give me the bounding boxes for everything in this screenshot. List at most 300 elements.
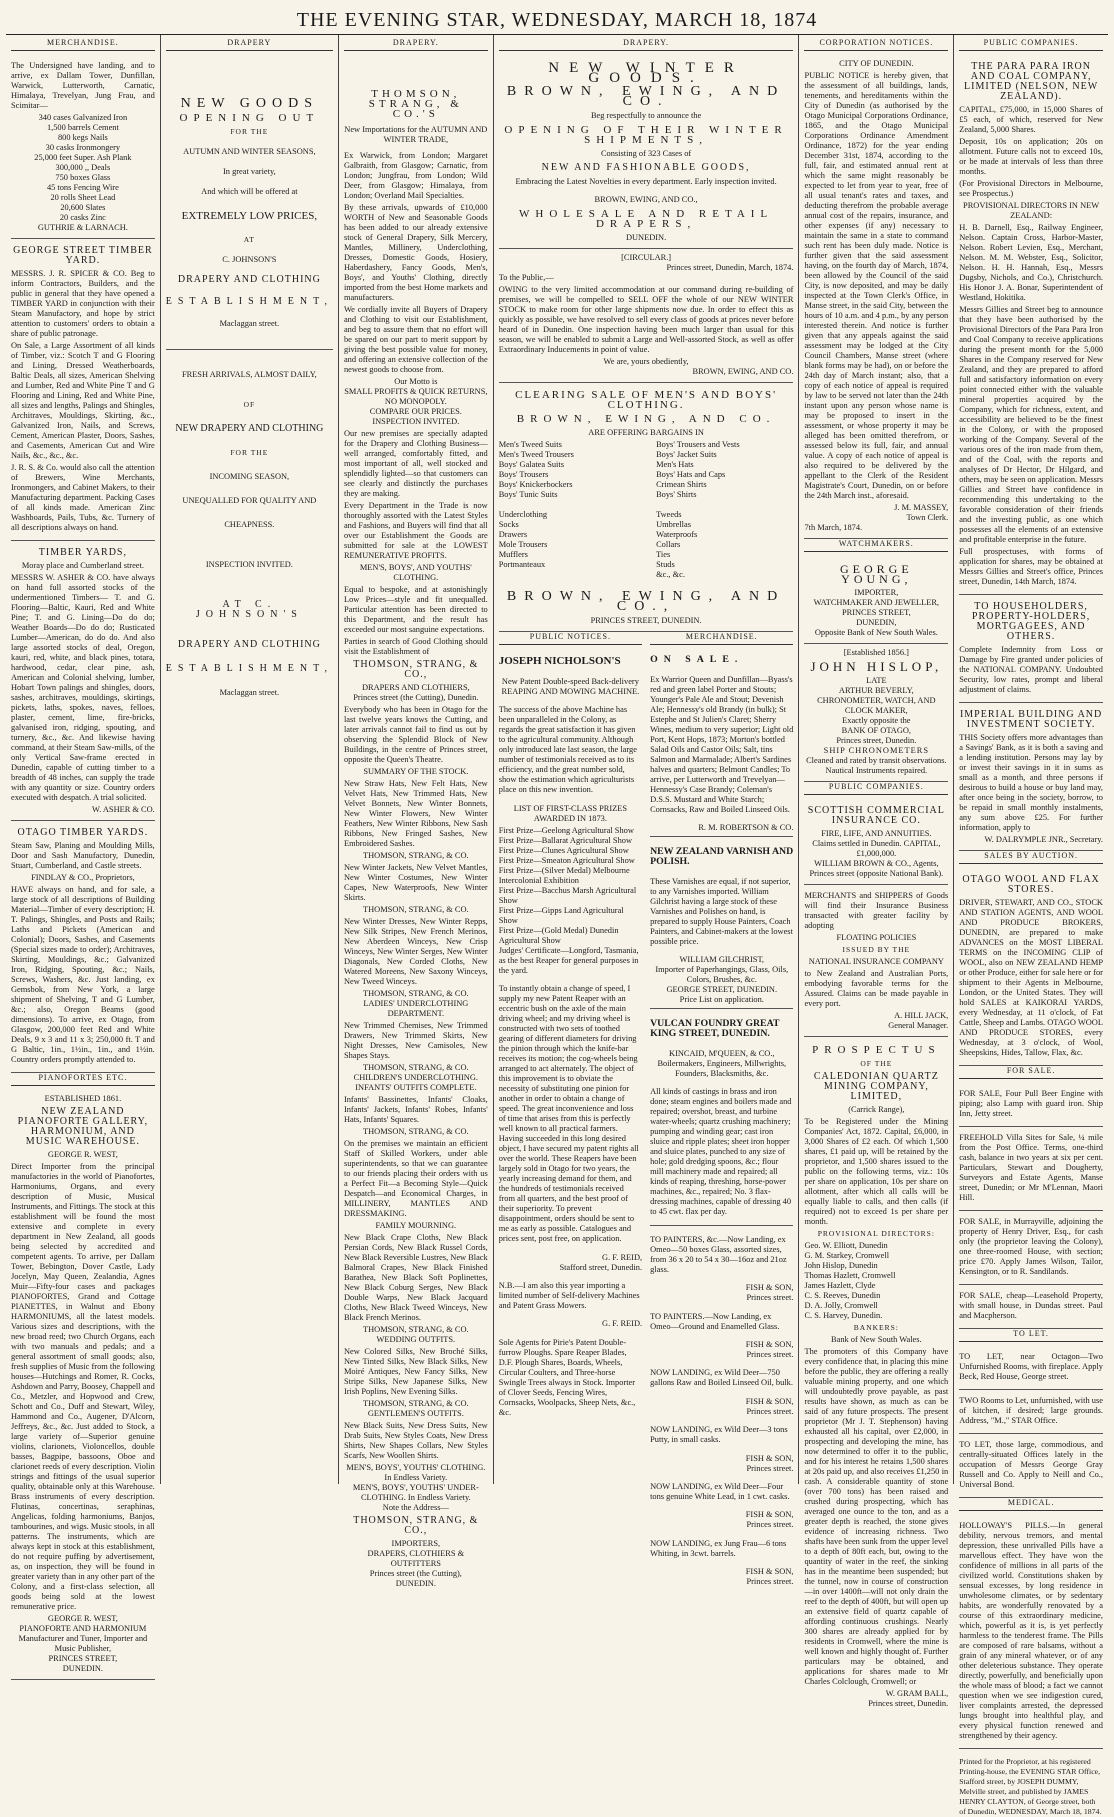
ad-text: THIS Society offers more advantages than a Savings' Bank, as it is both a saving and a lending institution. Persons may lay by or invest their savings in it in sums as small as a month, and three persons if desirous to build a house or buy land may, after once being in the society, borrow, to be repaid in small monthly instalments, any sum above £25. For further information, apply to: [959, 733, 1103, 832]
imprint: Printed for the Proprietor, at his registered Printing-house, the EVENING STAR Office, Stafford street, by JOSEPH DUMMY, Melville street, and published by JAMES HENRY CLAYTON, of George street, both of Dunedin, WEDNESDAY, March 18, 1874.: [959, 1756, 1102, 1816]
ad-line: WATCHMAKER AND JEWELLER,: [813, 598, 940, 607]
ad-note: Note the Address—: [382, 1503, 449, 1512]
list-item: Boys' Trousers and Vests: [656, 440, 740, 449]
ad-footer-line: DRAPERS, CLOTHIERS & OUTFITTERS: [367, 1549, 465, 1568]
ad-line: UNEQUALLED FOR QUALITY AND: [182, 496, 317, 505]
ad-subtitle: ISSUED BY THE: [842, 945, 911, 954]
ad-johnsons-drapery: [166, 55, 333, 717]
column-merchandise: [6, 35, 161, 1673]
section-header: MEDICAL.: [959, 1498, 1103, 1511]
list-item: First Prize—(Silver Medal) Melbourne Intercolonial Exhibition: [498, 865, 630, 885]
ad-text: New Winter Jackets, New Velvet Mantles, New Winter Costumes, New Winter Capes, New Waterproofs, New Winter Skirts.: [343, 863, 488, 902]
list-item: First Prize—Clunes Agricultural Show: [498, 845, 629, 855]
ad-title: OTAGO TIMBER YARDS.: [17, 827, 149, 838]
ad-subtitle: FIRE, LIFE, AND ANNUITIES.: [821, 829, 932, 838]
ad-text: All kinds of castings in brass and iron done; steam engines and boilers made and repaired; overshot, breast, and turbine water-wheels; quartz crushing machinery; pumping and winding gear; cast iron sluice and ripple plates; sheet iron hopper and sluice plates, punched to any size of hole; gold dredging spoons, &c.; flour mill machinery made and repaired; all kinds of reaping, threshing, horse-power machines, &c., repaired; No. 3 flax-dressing machines, capable of dressing 40 to 45 cwt. flax per day.: [650, 1087, 792, 1217]
section-header: MERCHANDISE.: [650, 632, 793, 645]
ad-heading: SUMMARY OF THE STOCK.: [363, 767, 469, 776]
lower-split: [499, 632, 794, 1587]
ad-subtitle: (Carrick Range),: [848, 1105, 905, 1114]
ad-heading: GENTLEMEN'S OUTFITS.: [367, 1409, 464, 1418]
ad-text: MERCHANTS and SHIPPERS of Goods will find their Insurance Business transacted with greater facility by adopting: [804, 891, 949, 930]
ad-signature: FISH & SON,: [745, 1453, 794, 1463]
list-item: Thomas Hazlett, Cromwell: [804, 1271, 896, 1280]
ad-title: THE PARA PARA IRON AND COAL COMPANY, LIMITED (NELSON, NEW ZEALAND).: [964, 61, 1099, 102]
ad-text: Sole Agents for Pirie's Patent Double-furrow Ploughs. Spare Reaper Blades, D.F. Plough Shares, Boards, Wheels, Circular Coulters, and Three-horse Swingle Trees always in Stock. Importer of Clover Seeds, Fencing Wires, Cornsacks, Woolpacks, Sheep Nets, &c., &c.: [498, 1337, 636, 1417]
ad-john-hislop: [804, 644, 948, 782]
column-public-companies: [954, 35, 1108, 1816]
ad-title: JOSEPH NICHOLSON'S: [498, 655, 621, 667]
ad-text: DRIVER, STEWART, AND CO., STOCK AND STATION AGENTS, AND WOOL AND PRODUCE BROKERS, DUNEDIN, are prepared to make ADVANCES on the MOST LIBERAL TERMS on the INCOMING CLIP of WOOL, also on NEW ZEALAND HEMP or other Produce, either for sale here or for shipment to their Agents in Melbourne, London, or the United States. They will hold SALES at KAIKORAI YARDS, every Wednesday, at 11 o'clock, of Fat Cattle, Sheep and Lambs. OTAGO WOOL AND PRODUCE STORES, every Wednesday, at 3 o'clock, of Wool, Sheepskins, Hides, Tallow, Flax, &c.: [959, 898, 1103, 1057]
ad-brown-ewing-winter: [499, 55, 794, 249]
ad-footer-line: PIANOFORTE AND HARMONIUM: [19, 1624, 147, 1633]
section-header: WATCHMAKERS.: [804, 539, 948, 552]
list-item: Umbrellas: [656, 520, 691, 529]
ad-text: TO LET, near Octagon—Two Unfurnished Rooms, with fireplace. Apply Beck, Red House, George street.: [959, 1352, 1103, 1381]
ad-signature: W. DALRYMPLE JNR., Secretary.: [984, 835, 1103, 844]
ad-address: Princes street (opposite National Bank).: [809, 869, 944, 878]
section-header: PUBLIC NOTICES.: [499, 632, 642, 645]
ad-text: NOW LANDING, ex Jung Frau—6 tons Whiting, in 3cwt. barrels.: [650, 1538, 787, 1558]
ad-city-of-dunedin: [804, 55, 948, 539]
ad-text: We cordially invite all Buyers of Drapery and Clothing to visit our Establishment, and beg to assure them that no effort will be spared on our part to merit support by giving the best possible value for money, and offering an extensive collection of the newest goods to choose from.: [343, 305, 488, 374]
ad-subtitle: Moray place and Cumberland street.: [21, 561, 144, 570]
ad-text: New Colored Silks, New Broché Silks, New Tinted Silks, New Black Silks, New Moiré Antiques, New Fancy Silks, New Stripe Silks, New Japanese Silks, New Irish Poplins, New Evening Silks.: [343, 1347, 488, 1396]
ad-text: TO PAINTERS, &c.—Now Landing, ex Omeo—50 boxes Glass, assorted sizes, from 36 x 20 to 54 x 30—16oz and 21oz glass.: [650, 1234, 787, 1274]
list-item: John Hislop, Dunedin: [804, 1261, 878, 1270]
list-item: Geo. W. Elliott, Dunedin: [804, 1241, 888, 1250]
column-drapery-thomson: [339, 35, 494, 1588]
ad-text: FOR SALE, in Murrayville, adjoining the property of Henry Driver, Esq., for cash only (the proprietor leaving the Colony), one three-roomed House, with section; price £70. Apply James Wilson, Tailor, Kensington, or to R. Sandilands.: [959, 1217, 1103, 1276]
ad-line: LATE: [866, 676, 887, 685]
ad-text: TO PAINTERS.—Now Landing, ex Omeo—Ground and Enamelled Glass.: [650, 1311, 780, 1331]
ad-householders: [959, 595, 1103, 703]
ad-brown-ewing-clearing: [499, 383, 794, 632]
ad-floating-policies: [804, 885, 948, 1037]
ad-line: ARTHUR BEVERLY,: [838, 686, 914, 695]
ad-line: PRINCES STREET,: [841, 608, 911, 617]
ad-title: CLEARING SALE OF MEN'S AND BOYS' CLOTHING.: [515, 389, 778, 411]
ad-firm: THOMSON, STRANG, & CO.,: [353, 659, 479, 680]
section-header: DRAPERY: [166, 38, 333, 51]
list-item: G. M. Starkey, Cromwell: [804, 1251, 890, 1260]
ad-title: GEORGE STREET TIMBER YARD.: [13, 245, 153, 266]
ad-line: DRAPERY AND CLOTHING: [177, 274, 321, 285]
ad-item: 25,000 feet Super. Ash Plank: [34, 153, 132, 162]
list-item: Mole Trousers: [498, 540, 548, 549]
ad-title: IMPERIAL BUILDING AND INVESTMENT SOCIETY.: [959, 709, 1103, 730]
ad-text: Ex Warrior Queen and Dunfillan—Byass's red and green label Porter and Stouts; Younger's Pale Ale and Stout; Devenish Ale; Hennessy's old Brandy (in bulk); St Estephe and St Julien's Claret; Sherry Wines, medium to very superior; Light old Port, Kent Hops, 1873; Morton's bottled Salad Oils and Castor Oils; Salt, tins Salmon and Marmalade; Albert's Sardines halves and quarters; Belmont Candles; To arrive, per Lutterworth and Trevelyan—Hennessy's Case Brandy; Coleman's D.S.S. Mustard and White Starch; Cornsacks, Raw and Boiled Linseed Oils.: [650, 674, 794, 814]
bargains-right: [656, 440, 793, 580]
ad-heading: MEN'S, BOYS', AND YOUTHS' CLOTHING.: [359, 563, 472, 582]
ad-to-let-2: [959, 1390, 1103, 1434]
ad-address: GEORGE STREET, DUNEDIN.: [666, 985, 778, 995]
ad-text: FOR SALE, Four Pull Beer Engine with piping; also Lamp with guard iron. Ship Inn, Jetty street.: [959, 1089, 1103, 1118]
ad-text: MESSRS W. ASHER & CO. have always on hand full assorted stocks of the undermentioned Timbers— T. and G. Flooring—Baltic, Kauri, Red and White Pine; T. and G. Lining—Do do do; Weather Boards—Do do do; Rusticated Lumber—American, do do do. And also large assorted stocks of deal, Oregon, kauri, red, white, and black pines, totara, hardwood, cedar, clear pine, ash, American and Colonial shelving, lumber, Hobart Town palings and shingles, doors, sashes, architraves, mouldings, skirtings, pickets, laths, spokes, naves, felloes, plaster, cement, lime, fire-bricks, galvanised iron, ridging, spouting, and turnery, &c., &c. And likewise having command, at their Steam Saw-mills, of the only Vertical Saw-frame erected in Dunedin, capable of cutting timber to a breadth of 48 inches, can supply the trade with any quantity or size. Country orders executed with despatch. A trial solicited.: [11, 573, 155, 802]
ad-line: Embracing the Latest Novelties in every department. Early inspection invited.: [515, 177, 777, 186]
ad-address: Princes street.: [746, 1463, 794, 1473]
list-item: Portmanteaux: [498, 560, 546, 569]
ad-title: CITY OF DUNEDIN.: [839, 59, 914, 68]
ad-signoff: THOMSON, STRANG, & CO.: [363, 851, 469, 860]
ad-line: BROWN, EWING, AND CO.,: [594, 195, 698, 204]
ad-line: Maclaggan street.: [219, 319, 280, 328]
ad-signature: J. M. MASSEY,: [894, 503, 949, 512]
ad-item: 800 kegs Nails: [57, 133, 108, 142]
ad-motto: NO MONOPOLY.: [384, 397, 447, 406]
ad-title: VULCAN FOUNDRY GREAT KING STREET, DUNEDIN.: [650, 1017, 780, 1039]
ad-line: CHRONOMETER, WATCH, AND CLOCK MAKER,: [817, 696, 936, 715]
ad-otago-wool: [959, 868, 1103, 1066]
ad-item: 45 tons Fencing Wire: [46, 183, 119, 192]
ad-line: OPENING OF THEIR WINTER SHIPMENTS,: [504, 124, 788, 146]
ad-text: The Undersigned have landing, and to arrive, ex Dallam Tower, Dunfillan, Warwick, Lutterworth, Carnatic, Himalaya, Trevelyan, Jung Frau, and Scimitar—: [11, 61, 155, 110]
ad-line: Consisting of 323 Cases of: [600, 149, 692, 158]
section-header: CORPORATION NOTICES.: [804, 38, 948, 51]
ad-for-sale-1: [959, 1083, 1103, 1127]
list-item: Tweeds: [656, 510, 682, 519]
ad-line: Cleaned and rated by transit observations. Nautical Instruments repaired.: [806, 756, 947, 775]
ad-signature: BROWN, EWING, AND CO.: [692, 367, 794, 376]
ad-firm: WILLIAM BROWN & CO., Agents,: [814, 859, 939, 868]
directors-list: [804, 1241, 948, 1321]
ad-text: Everybody who has been in Otago for the last twelve years knows the Cutting, and later arrivals cannot fail to find us out by observing the Splendid Block of New Buildings, in the centre of Princes street, opposite the Queen's Theatre.: [343, 705, 488, 764]
ad-footer-line: GEORGE R. WEST,: [47, 1614, 118, 1623]
ad-signoff: THOMSON, STRANG, & CO.: [363, 1127, 469, 1136]
ad-for-sale-3: [959, 1211, 1103, 1285]
ad-line: Opposite Bank of New South Wales.: [814, 628, 938, 637]
ad-address: Princes street.: [746, 1293, 794, 1303]
ad-text: Ex Warwick, from London; Margaret Galbraith, from Glasgow; Carnatic, from London; Jungfrau, from London; Wild Deer, from Glasgow; Himalaya, from London; Overland Mail Specialties.: [343, 151, 488, 200]
ad-line: EXTREMELY LOW PRICES,: [181, 210, 318, 222]
ad-asher-timber: [11, 541, 155, 821]
ad-text: Equal to bespoke, and at astonishingly Low Prices—style and fit unequalled. Particular attention has been directed to this Department, and the result has exceeded our most sanguine expectations.: [343, 585, 488, 634]
ad-signature: FISH & SON,: [745, 1396, 794, 1406]
section-header: PIANOFORTES ETC.: [11, 1073, 155, 1086]
ad-line: ESTABLISHMENT,: [165, 296, 333, 307]
ad-text: New Straw Hats, New Felt Hats, New Velvet Hats, New Trimmed Hats, New Velvet Bonnets, New Winter Bonnets, New Winter Flowers, New Winter Feathers, New Winter Ribbons, New Sash Ribbons, New Fringed Sashes, New Embroidered Sashes.: [343, 779, 488, 848]
list-item: D. A. Jolly, Cromwell: [804, 1301, 878, 1310]
ad-line: BANK OF OTAGO,: [841, 726, 912, 735]
ad-item: 20 rolls Sheet Lead: [50, 193, 116, 202]
list-item: Waterproofs: [656, 530, 698, 539]
ad-line: DUNEDIN,: [856, 618, 897, 627]
ad-heading: MEN'S, BOYS', YOUTHS' UNDER-CLOTHING. In Endless Variety.: [352, 1483, 479, 1502]
section-header: PUBLIC COMPANIES.: [804, 782, 948, 795]
ad-text: H. B. Darnell, Esq., Railway Engineer, Nelson. Captain Cross, Harbor-Master, Nelson. Robert Levien, Esq., Merchant, Nelson. M. M. Webster, Esq., Solicitor, Nelson. H. H. Hannah, Esq., Messrs Dugsby, Nichols, and Co.), Christchurch. His Honor J. A. Bonar, Superintendent of Westland, Hokitika.: [959, 223, 1103, 302]
ad-heading: WEDDING OUTFITS.: [376, 1335, 456, 1344]
ad-date: Princes street, Dunedin, March, 1874.: [666, 263, 794, 272]
ad-subtitle: New Patent Double-speed Back-delivery: [501, 677, 639, 686]
ad-line: OF THE: [860, 1059, 893, 1068]
ad-address: Princes street.: [746, 1350, 794, 1359]
ad-line: [CIRCULAR.]: [621, 253, 672, 262]
ad-item: 20,600 Slates: [60, 203, 106, 212]
list-item: [499, 500, 636, 510]
ad-line: FOR THE: [230, 127, 269, 136]
ad-subtitle: REAPING AND MOWING MACHINE.: [501, 687, 640, 696]
ad-text: Claims settled in Dunedin. CAPITAL, £1,000,000.: [812, 839, 941, 858]
ad-line: We are, yours obediently,: [603, 357, 689, 366]
ad-signature: FISH & SON,: [745, 1510, 794, 1520]
ad-for-sale-2: [959, 1127, 1103, 1211]
ad-line: FRESH ARRIVALS, ALMOST DAILY,: [181, 370, 317, 379]
ad-text: To instantly obtain a change of speed, I supply my new Patent Reaper with an eccentric bush on the axle of the main driving wheel; and my driving wheel is constructed with two sets of toothed gearing of different diameters for driving the pinion through which the knife-bar receives its motion; the cog-wheels being arranged to act alternately. The object of this improvement is to obviate the necessity of substituting one pinion for another in order to obtain a change of speed. The great inconvenience and loss of time that arises from this is perfectly well known to all practical farmers. Having succeeded in this long desired object, I have secured my patent rights all over the world. These Reapers have been largely sold in Otago for two years, the yearly increasing demand for them, and the hundreds of testimonials received from all quarters, and the best proof of their superiority. To prevent disappointment, orders should be sent to me as early as possible. Catalogues and prices sent, post free, on application.: [498, 984, 639, 1244]
ad-line: OPENING OUT: [179, 112, 320, 124]
ad-signoff: THOMSON, STRANG, & CO.: [363, 1399, 469, 1408]
list-item: &c., &c.: [656, 570, 685, 579]
ad-line: NEW DRAPERY AND CLOTHING: [175, 423, 324, 434]
ad-title: THOMSON, STRANG, & CO.'S: [368, 88, 463, 120]
list-item: Men's Tweed Trousers: [498, 450, 574, 459]
ad-title: JOHN HISLOP,: [810, 659, 943, 674]
ad-text: MESSRS. J. R. SPICER & CO. Beg to inform Contractors, Builders, and the public in general that they have opened a TIMBER YARD in conjunction with their Steam Manufactory, and hope by strict attention to customers' orders to obtain a share of public patronage.: [11, 269, 155, 338]
list-item: First Prize—Bacchus Marsh Agricultural Show: [498, 885, 637, 905]
ad-address: Princes street.: [746, 1406, 794, 1416]
ad-text: HOLLOWAY'S PILLS.—In general debility, nervous tremors, and mental depression, these unrivalled Pills have a marvellous effect. They have won the confidence of millions in all parts of the civilized world. Constitutions shaken by sensual excesses, by long residence in unwholesome climates, or by sedentary habits, are wonderfully renovated by a course of this extraordinary medicine, which, powerful as it is, is yet perfectly harmless to the tenderest frame. The Pills are composed of rare balsams, without a grain of any mineral whatever, or of any other deleterious substance. They operate directly, powerfully, and beneficially upon the whole mass of blood; a fact we cannot question when we see indigestion cured, liver complaints arrested, the depressed lungs brought into healthful play, and every physical function renewed and strengthened by their agency.: [959, 1521, 1103, 1740]
ad-signature: R. M. ROBERTSON & CO.: [698, 823, 794, 833]
masthead: THE EVENING STAR, WEDNESDAY, MARCH 18, 1874: [6, 6, 1108, 35]
ad-caledonian-prospectus: [804, 1037, 948, 1714]
ad-firm: BROWN, EWING, AND CO.: [506, 84, 786, 109]
ad-firm: KINCAID, M'QUEEN, & CO.,: [669, 1048, 775, 1058]
ad-address: Stafford street, Dunedin.: [559, 1262, 643, 1272]
ad-text: The success of the above Machine has been unparalleled in the Colony, as regards the great satisfaction it has given to the agricultural community. Although only introduced late last season, the large number of testimonials received as to its efficiency, and the great number sold, show the estimation which agriculturists place on this new invention.: [498, 705, 637, 795]
ad-title: NEW ZEALAND PIANOFORTE GALLERY, HARMONIUM, AND MUSIC WAREHOUSE.: [17, 1106, 149, 1147]
ad-signature: A. HILL JACK,: [894, 1011, 949, 1020]
ad-established: ESTABLISHED 1861.: [44, 1094, 122, 1103]
list-item: Men's Tweed Suits: [498, 440, 562, 449]
section-header: FOR SALE.: [959, 1066, 1103, 1079]
ad-nz-pianoforte: [11, 1090, 155, 1680]
ad-george-young: [804, 556, 948, 644]
ad-established: [Established 1856.]: [843, 648, 909, 657]
ad-line: DRAPERY AND CLOTHING: [177, 639, 321, 650]
ad-for-sale-4: [959, 1285, 1103, 1329]
ad-firm: BROWN, EWING, AND CO.,: [506, 589, 786, 614]
list-item: Crimean Shirts: [656, 480, 707, 489]
ad-title: NEW ZEALAND VARNISH AND POLISH.: [650, 845, 794, 867]
ad-line: Princes street, Dunedin.: [836, 736, 917, 745]
ad-headline: NEW WINTER GOODS.: [548, 60, 744, 86]
ad-heading: FAMILY MOURNING.: [375, 1221, 457, 1230]
ad-line: SHIP CHRONOMETERS: [823, 746, 929, 755]
ad-line: AT: [243, 235, 255, 244]
merchandise-subcol: [650, 632, 793, 1587]
ad-footer-line: IMPORTERS,: [391, 1539, 441, 1548]
ad-footer-line: DUNEDIN.: [62, 1664, 103, 1673]
ad-line: WHOLESALE AND RETAIL DRAPERS,: [519, 208, 774, 230]
ad-text: The promoters of this Company have every confidence that, in placing this mine before the public, they are offering a really valuable mining property, and one which will undoubtedly prove payable, as past results have shown, as much as can be said of any future prospects. The present proprietor (Mr J. T. Stephenson) having exhausted all his capital, over £2,000, in prospecting and developing the mine, has now determined to offer it to the public, and for his interest he retains 1,500 shares at 20s paid up, and also receives £1,250 in cash. A considerable quantity of stone (over 700 tons) has been raised and crushed during prospecting, which has averaged one ounce to the ton, and as a greater depth is reached, the stone gives evidence of increasing richness. Two shafts have been sunk from the upper level to a depth of 80ft each, but, owing to the quantity of water in the reef, the sinking has in the meantime been suspended; but the tunnel, now in course of construction—in over 1400ft—will not only drain the reef to the depth of 400ft, but will open up an extensive field of quartz capable of affording continuous crushings. Nearly 300 shares are already applied for by residents in Cromwell, where the mine is well known and highly thought of. Further particulars may be obtained, and applications for shares made to Mr Charles Colclough, Cromwell; or: [804, 1347, 949, 1686]
ad-intro: New Importations for the AUTUMN AND WINTER TRADE,: [344, 125, 488, 144]
ad-item: 30 casks Ironmongery: [45, 143, 121, 152]
ad-heading: PROVISIONAL DIRECTORS IN NEW ZEALAND:: [963, 201, 1100, 220]
ad-signature: FISH & SON,: [745, 1340, 794, 1349]
ad-subtitle: Boilermakers, Engineers, Millwrights, Founders, Blacksmiths, &c.: [657, 1058, 787, 1078]
ad-firm-sub: DRAPERS AND CLOTHIERS,: [361, 683, 470, 692]
ad-text: CAPITAL, £75,000, in 15,000 Shares of £5 each, of which, reserved for New Zealand, 5,000 Shares.: [959, 105, 1103, 134]
list-item: [656, 500, 793, 510]
ad-text: N.B.—I am also this year importing a limited number of Self-delivery Machines and Patent Grass Mowers.: [498, 1280, 640, 1310]
ad-text: HAVE always on hand, and for sale, a large stock of all descriptions of Building Material—Timber of every description; H. T. Palings, Shingles, and Posts and Rails; Laths and Pickets (American and Colonial); Doors, Sashes, and Casements (Special sizes made to order); Architraves, Skirting, Mouldings, &c.; Galvanized Iron, Ridging, Spouting, &c.; Nails, Screws, Washers, &c. Just landing, ex Gemsbok, from New York, a large shipment of Shelving, T and G Lumber, &c.; also, Oregon Beams (good dimensions). To arrive, ex Otago, from Glasgow, 200,000 feet Red and White Deals, 9 x 3 and 11 x 3; 250,000 ft. T and G Baltic, 1in., 1½in., 1in., and 1½in. Country orders promptly attended to.: [11, 885, 155, 1064]
ad-text: OWING to the very limited accommodation at our command during re-building of premises, we will be compelled to SELL OFF the whole of our NEW WINTER STOCK to make room for other large shipments now due. In order to effect this as quickly as possible, we have resolved to sell every class of goods at prices never before heard of in Dunedin. One inspection having been much larger than usual for this season, we will be enabled to submit a Large and Well-assorted Stock, as well as offer Extraordinary Inducements in point of value.: [498, 285, 794, 354]
public-notices-subcol: [499, 632, 642, 1587]
ad-text: Infants' Bassinettes, Infants' Cloaks, Infants' Jackets, Infants' Robes, Infants' Hats, Infants' Squares.: [343, 1095, 488, 1124]
list-item: First Prize—Smeaton Agricultural Show: [498, 855, 635, 865]
section-header: MERCHANDISE.: [11, 38, 155, 51]
ad-footer-line: Princes street (the Cutting),: [369, 1569, 462, 1578]
prizes-list: [499, 826, 642, 976]
ad-text: TWO Rooms to Let, unfurnished, with use of kitchen, if desired; large grounds. Address, "M.," STAR Office.: [959, 1396, 1103, 1425]
ad-text: Steam Saw, Planing and Moulding Mills, Door and Sash Manufactory, Dunedin, Stuart, Cumberland, and Castle streets.: [11, 841, 155, 870]
list-item: Boys' Tunic Suits: [498, 490, 558, 499]
ad-text: On the premises we maintain an efficient Staff of Skilled Workers, under able superintendents, so that we can guarantee to our friends placing their orders with us a Perfect Fit—a Becoming Style—Quick Despatch—and Economical Charges, in MILLINERY, MANTLES AND DRESSMAKING.: [343, 1139, 488, 1218]
ad-signature: GUTHRIE & LARNACH.: [37, 223, 128, 232]
ad-signature: W. GRAM BALL,: [885, 1689, 949, 1698]
ad-motto: SMALL PROFITS & QUICK RETURNS,: [344, 387, 488, 396]
list-item: Men's Hats: [656, 460, 694, 469]
ad-line: ARE OFFERING BARGAINS IN: [588, 428, 704, 437]
section-header: DRAPERY.: [344, 38, 488, 51]
list-item: Studs: [656, 560, 675, 569]
list-item: Collars: [656, 540, 681, 549]
ad-line: AUTUMN AND WINTER SEASONS,: [183, 147, 316, 156]
list-item: Socks: [498, 520, 519, 529]
ad-date: 7th March, 1874.: [804, 523, 863, 532]
ad-text: PUBLIC NOTICE is hereby given, that the assessment of all buildings, lands, tenements, and hereditaments within the City of Dunedin (as authorised by the Otago Municipal Corporations Ordinance, 1865, and the Otago Municipal Corporations Ordinance Amendment Ordinance, 1872) for the year ending December 31st, 1874, according to the full, fair, and estimated annual rent at which the same might reasonably be expected to let from year to year, free of all usual tenant's rates and taxes, and deducting therefrom the probable average annual cost of the repairs, insurance, and other expenses (if any) necessary to maintain the same in a state to command such rent has been duly made. Notice is further given that the said assessment having, on the fourth day of March, 1874, been allowed by the Council of the said City, is now deposited, and may be daily inspected at the Town Clerk's Office, in Manse street, in the said City, between the hours of 10 a.m. and 4 p.m., by any person interested therein. And notice is further given that any appeals against the said assessment may be lodged at the City Council Chambers, Manse street (where blank forms may be had), on or before the 24th day of March instant; also, that a copy of each notice of appeal is required by law to be served not later than the 24th instant upon any person whose name is may be proposed to insert in the assessment, or whose property it may be alleged has been omitted therefrom, or assessed below its full, fair, and annual value. A copy of each notice of appeal is also required to be delivered by the appellant to the Clerk of the Resident Magistrate's Court, Dunedin, on or before the 24th March inst., aforesaid.: [804, 71, 949, 500]
ad-signature: WILLIAM GILCHRIST,: [679, 955, 765, 965]
list-item: Mufflers: [498, 550, 528, 559]
ad-text: New Trimmed Chemises, New Trimmed Drawers, New Trimmed Skirts, New Night Dresses, New Camisoles, New Shapes Stays.: [343, 1021, 488, 1060]
ad-text: On Sale, a Large Assortment of all kinds of Timber, viz.: Scotch T and G Flooring and Lining, Dressed Weatherboards, Baltic Deals, all sizes, American Shelving and Lumber, Red and White Pine T and G Flooring and Lining, Red and White Pine, all sizes and lengths, Palings and Shingles, Architraves, Mouldings, Skirting, &c., Galvanized Iron, Nails, and Screws, Cement, American Plaster, Doors, Sashes, and Casements, American Cut and Wire Nails, &c., &c., &c.: [11, 341, 155, 460]
list-item: C. S. Reeves, Dunedin: [804, 1291, 881, 1300]
ad-signoff: THOMSON, STRANG, & CO.: [363, 989, 469, 998]
ad-text: By these arrivals, upwards of £10,000 WORTH of New and Seasonable Goods has been added to our already extensive stock of General Drapery, Silk Mercery, Mantles, Millinery, Underclothing, Dresses, Domestic Goods, Hosiery, Haberdashery, Fancy Goods, Men's, Boys', and Youths' Clothing, directly imported from the best Home markets and manufacturers.: [343, 203, 488, 302]
ad-to-let-3: [959, 1434, 1103, 1498]
ad-company: NATIONAL INSURANCE COMPANY: [808, 957, 944, 966]
ad-text: Our new premises are specially adapted for the Drapery and Clothing Business—well arranged, comfortably fitted, and most important of all, well stocked and splendidly lighted—so that customers can see clearly and distinctly the purchases they are making.: [343, 429, 488, 498]
list-item: Drawers: [498, 530, 528, 539]
ad-imperial-building: [959, 703, 1103, 851]
ad-title: CALEDONIAN QUARTZ MINING COMPANY, LIMITED,: [813, 1071, 939, 1102]
ad-signature: FISH & SON,: [745, 1283, 794, 1293]
ad-text: New Winter Dresses, New Winter Repps, New Silk Stripes, New French Merinos, New Aberdeen Winceys, New Crisp Winceys, New Winter Serges, New Winter Diagonals, New Corded Cloths, New Watered Moreens, New Saxony Winceys, New Tweed Winceys.: [343, 917, 488, 986]
section-header: TO LET.: [959, 1329, 1103, 1342]
ad-address: PRINCES STREET, DUNEDIN.: [590, 616, 702, 625]
ad-line: CHEAPNESS.: [224, 520, 275, 529]
ad-title: TIMBER YARDS,: [38, 547, 127, 558]
section-header: PUBLIC COMPANIES.: [959, 38, 1103, 51]
ad-text: Deposit, 10s on application; 20s on allotment. Future calls not to exceed 10s, or be made at intervals of less than three months.: [959, 137, 1103, 176]
ad-para-para: [959, 55, 1103, 595]
ad-item: 340 cases Galvanized Iron: [38, 113, 128, 122]
ad-item: 300,000 ,, Deals: [55, 163, 111, 172]
ad-line: Exactly opposite the: [842, 716, 911, 725]
ad-motto: INSPECTION INVITED.: [372, 417, 460, 426]
ad-text: Every Department in the Trade is now thoroughly assorted with the Latest Styles and Fashions, and Buyers will find that all over our Establishment the Goods are submitted for sale at the LOWEST REMUNERATIVE PROFITS.: [343, 501, 488, 560]
ad-motto: COMPARE OUR PRICES.: [369, 407, 462, 416]
ad-text: Messrs Gillies and Street beg to announce that they have been authorised by the Provisional Directors of the Para Para Iron and Coal Company to receive applications during the present month for the 5,000 Shares in the Company reserved for New Zealand, and they are prepared to afford full and satisfactory information on every point connected either with the valuable mineral properties acquired by the Company, which for richness, extent, and accessibility are believed to be the finest in the Colony, or with the proposed working of the Company. Several of the various ores of the iron made from them, and of the Coal, with the reports and analyses of Dr Hector, Dr Hilgard, and others, may be seen on application. Messrs Gillies and Street have confidence in recommending this undertaking to the favorable consideration of their friends and the investing public, as one which possesses all the elements of an extensive and profitable enterprise in the future.: [959, 305, 1103, 544]
ad-signature: G. F. REID.: [602, 1319, 643, 1329]
ad-heading: PROVISIONAL DIRECTORS:: [817, 1229, 935, 1238]
ad-signature: FISH & SON,: [745, 1567, 794, 1577]
ad-text: Complete Indemnity from Loss or Damage by Fire granted under policies of the NATIONAL COMPANY. Undoubted Security, low rates, prompt and liberal adjustment of claims.: [959, 645, 1103, 694]
ad-line: In great variety,: [223, 167, 276, 176]
ad-text: NOW LANDING, ex Wild Deer—Four tons genuine White Lead, in 1 cwt. casks.: [650, 1481, 790, 1501]
list-item: Boys' Galatea Suits: [498, 460, 564, 469]
ad-line: PROSPECTUS: [812, 1044, 941, 1056]
ad-footer-line: PRINCES STREET,: [48, 1654, 118, 1663]
bargains-left: [499, 440, 636, 580]
ad-scottish-commercial: [804, 799, 948, 885]
ad-line: And which will be offered at: [201, 187, 298, 196]
ad-heading: INFANTS' OUTFITS COMPLETE.: [355, 1083, 477, 1092]
list-item: C. S. Harvey, Dunedin.: [804, 1311, 883, 1320]
ad-heading: MEN'S, BOYS', YOUTHS' CLOTHING. In Endless Variety.: [346, 1463, 486, 1482]
ad-text: New Black Suits, New Dress Suits, New Drab Suits, New Styles Coats, New Dress Shirts, New Shapes Collars, New Styles Scarfs, New Woollen Shirts.: [343, 1421, 488, 1460]
ad-signoff: THOMSON, STRANG, & CO.: [363, 1325, 469, 1334]
ad-title: OTAGO WOOL AND FLAX STORES.: [962, 874, 1100, 895]
ad-title: GEORGE YOUNG,: [840, 562, 913, 586]
ad-thomson-strang: [344, 55, 488, 1594]
ad-line: To the Public,—: [498, 273, 554, 282]
ad-item: 750 boxes Glass: [55, 173, 111, 182]
ad-text: Direct Importer from the principal manufactories in the world of Pianofortes, Harmoniums, Organs, and every description of Music, Musical Instruments, and Fittings. The stock at this establishment will be found the most extensive and complete in every department in New Zealand, all goods being selected by accredited and competent agents. To arrive, per Dallam Tower, Bebington, Dover Castle, Lady Jocelyn, May Queen, Zealandia, Agnes Muir—Fifty-four cases and packages PIANOFORTES, Grand and Cottage PIANETTES, in Walnut and Ebony HARMONIUMS, all the latest models. Various sizes and descriptions, with the new broad reed; two Church Organs, each with two manuals and pedals; and a general assortment of small goods; also, fresh supplies of Music from the following houses—Hutchings and Romer, R. Cocks, Ashdown and Parry, Boosey, Chappell and Co., Metzler, and Hopwood and Crew, Schott and Co., Duff and Stewart, Wiley, Hammond and Co., Augener, D'Alcorn, Jeffreys, &c., &c. Just added to Stock, a large variety of—Superior genuine violins, clarionets, Violoncellos, double basses, Bagpipe, bassoons, Oboe and clarionet reeds of every description. Violin strings and fittings of the usual superior quality, obtainable only at this Warehouse. Brass instruments of every description. Flutinas, concertinas, seraphinas, Angelicas, folding harmoniums, Banjos, tambourines, and wigs. Music stools, in all patterns. The instruments, which are always kept in stock at this establishment, do not require puffing by advertisement, as, on inspection, they will be found in greater variety than in any other part of the Colony, and a first-class selection, all goods being sold at the lowest remunerative price.: [11, 1162, 155, 1611]
ad-footer-line: Manufacturer and Tuner, Importer and Music Publisher,: [18, 1634, 148, 1653]
section-header: SALES BY AUCTION.: [959, 851, 1103, 864]
ad-text: Parties in search of Good Clothing should visit the Establishment of: [343, 637, 488, 656]
list-item: Boys' Hats and Caps: [656, 470, 726, 479]
ad-brown-ewing-circular: [499, 249, 794, 383]
list-item: Boys' Jacket Suits: [656, 450, 717, 459]
ad-heading: CHILDREN'S UNDERCLOTHING.: [353, 1073, 478, 1082]
ad-line: ESTABLISHMENT,: [165, 663, 333, 674]
ad-address: Princes street, Dunedin.: [868, 1699, 949, 1708]
ad-note: Price List on application.: [679, 995, 764, 1005]
ad-footer-line: DUNEDIN.: [395, 1579, 436, 1588]
ad-text: FREEHOLD Villa Sites for Sale, ¼ mile from the Post Office. Terms, one-third cash, balance in two years at six per cent. Particulars, Stewart and Dougherty, Surveyors and Estate Agents, Manse street, Dunedin; or Mr M'Lennan, Maori Hill.: [959, 1133, 1103, 1202]
list-item: James Hazlett, Clyde: [804, 1281, 876, 1290]
ad-signoff: THOMSON, STRANG, & CO.: [363, 1063, 469, 1072]
ad-text: FOR SALE, cheap—Leasehold Property, with small house, in Dundas street. Paul and Macpherson.: [959, 1291, 1103, 1320]
ad-title: FLOATING POLICIES: [836, 933, 917, 942]
ad-line: INSPECTION INVITED.: [205, 560, 293, 569]
ad-signature: W. ASHER & CO.: [92, 805, 155, 814]
list-item: Boys' Trousers: [498, 470, 549, 479]
ad-line: C. JOHNSON'S: [222, 255, 277, 264]
ad-holloways-pills: [959, 1515, 1103, 1749]
ad-subtitle: Importer of Paperhangings, Glass, Oils, Colors, Brushes, &c.: [655, 965, 789, 985]
ad-line: Maclaggan street.: [219, 688, 280, 697]
ad-to-let-1: [959, 1346, 1103, 1390]
ad-george-street-timber: [11, 239, 155, 541]
ad-line: AT C. JOHNSON'S: [195, 599, 303, 620]
ad-text: to New Zealand and Australian Ports, embodying favorable terms for the Assured. Claims can be made payable in every port.: [804, 969, 949, 1008]
ad-line: Beg respectfully to announce the: [590, 111, 702, 120]
ad-signoff: THOMSON, STRANG, & CO.: [363, 905, 469, 914]
ad-line: DUNEDIN.: [625, 233, 667, 242]
ad-text: NOW LANDING, ex Wild Deer—750 gallons Raw and Boiled Linseed Oil, bulk.: [650, 1368, 793, 1388]
ad-line: IMPORTER,: [854, 588, 899, 597]
ad-text: (For Provisional Directors in Melbourne, see Prospectus.): [959, 179, 1103, 198]
ad-heading: BANKERS:: [853, 1323, 899, 1332]
list-item: Boys' Shirts: [656, 490, 697, 499]
ad-heading: LIST OF FIRST-CLASS PRIZES AWARDED IN 1873.: [513, 803, 628, 823]
ad-address: Princes street.: [746, 1577, 794, 1587]
ad-line: INCOMING SEASON,: [209, 472, 290, 481]
ad-line: Bank of New South Wales.: [831, 1335, 922, 1344]
list-item: First Prize—(Gold Medal) Dunedin Agricultural Show: [498, 925, 619, 945]
